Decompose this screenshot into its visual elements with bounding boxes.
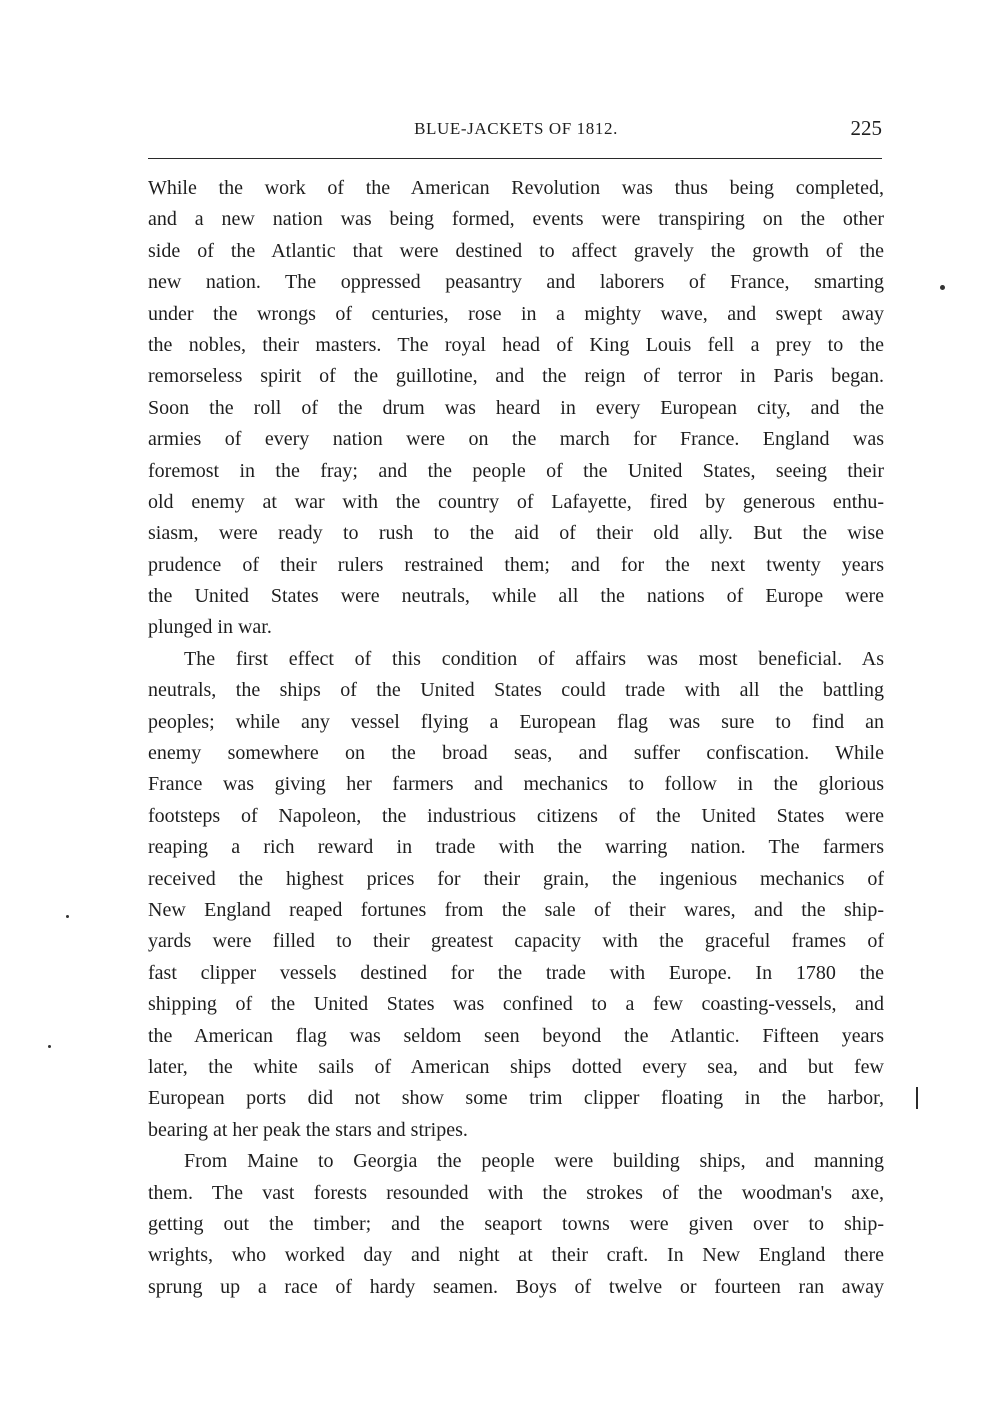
margin-speck (48, 1045, 51, 1048)
text-line: enemy somewhere on the broad seas, and suffer confiscation. While (148, 742, 884, 765)
text-line: Soon the roll of the drum was heard in every European city, and the (148, 396, 884, 419)
text-line: reaping a rich reward in trade with the warring nation. The farmers (148, 836, 884, 859)
text-line: European ports did not show some trim clipper floating in the harbor, (148, 1087, 884, 1110)
margin-speck (66, 915, 69, 918)
text-line: peoples; while any vessel flying a European flag was sure to find an (148, 710, 884, 733)
text-line: side of the Atlantic that were destined to affect gravely the growth of the (148, 239, 884, 262)
text-line: the United States were neutrals, while all the nations of Europe were (148, 585, 884, 608)
text-line: later, the white sails of American ships dotted every sea, and but few (148, 1055, 884, 1078)
text-line: shipping of the United States was confined to a few coasting-vessels, and (148, 993, 884, 1016)
page-number: 225 (850, 116, 882, 140)
text-line: received the highest prices for their grain, the ingenious mechanics of (148, 867, 884, 890)
text-line: getting out the timber; and the seaport towns were given over to ship- (148, 1212, 884, 1235)
text-line: bearing at her peak the stars and stripes. (148, 1118, 468, 1141)
paragraph-first-line: From Maine to Georgia the people were building ships, and manning (184, 1150, 884, 1173)
text-line: New England reaped fortunes from the sale of their wares, and the ship- (148, 898, 884, 921)
text-line: prudence of their rulers restrained them; and for the next twenty years (148, 553, 884, 576)
text-line: old enemy at war with the country of Lafayette, fired by generous enthu- (148, 490, 884, 513)
text-line: remorseless spirit of the guillotine, and the reign of terror in Paris began. (148, 365, 884, 388)
header-rule (148, 158, 882, 159)
text-line: plunged in war. (148, 616, 272, 639)
text-line: new nation. The oppressed peasantry and laborers of France, smarting (148, 271, 884, 294)
text-line: and a new nation was being formed, events were transpiring on the other (148, 208, 884, 231)
text-line: France was giving her farmers and mechanics to follow in the glorious (148, 773, 884, 796)
text-line: under the wrongs of centuries, rose in a mighty wave, and swept away (148, 302, 884, 325)
text-line: armies of every nation were on the march for France. England was (148, 428, 884, 451)
text-line: wrights, who worked day and night at their craft. In New England there (148, 1244, 884, 1267)
text-line: siasm, were ready to rush to the aid of their old ally. But the wise (148, 522, 884, 545)
text-line: neutrals, the ships of the United States could trade with all the battling (148, 679, 884, 702)
text-line: footsteps of Napoleon, the industrious citizens of the United States were (148, 804, 884, 827)
running-head (148, 116, 884, 146)
text-line: the American flag was seldom seen beyond the Atlantic. Fifteen years (148, 1024, 884, 1047)
margin-speck (940, 285, 945, 290)
body-text (148, 173, 884, 1303)
text-line: the nobles, their masters. The royal head of King Louis fell a prey to the (148, 333, 884, 356)
text-line: yards were filled to their greatest capacity with the graceful frames of (148, 930, 884, 953)
margin-mark (916, 1087, 918, 1109)
text-line: fast clipper vessels destined for the trade with Europe. In 1780 the (148, 961, 884, 984)
text-line: sprung up a race of hardy seamen. Boys of twelve or fourteen ran away (148, 1275, 884, 1298)
paragraph-first-line: The first effect of this condition of affairs was most beneficial. As (184, 647, 884, 670)
text-line: them. The vast forests resounded with the strokes of the woodman's axe, (148, 1181, 884, 1204)
text-line: While the work of the American Revolution was thus being completed, (148, 177, 884, 199)
running-title: BLUE-JACKETS OF 1812. (414, 119, 618, 138)
text-line: foremost in the fray; and the people of the United States, seeing their (148, 459, 884, 482)
